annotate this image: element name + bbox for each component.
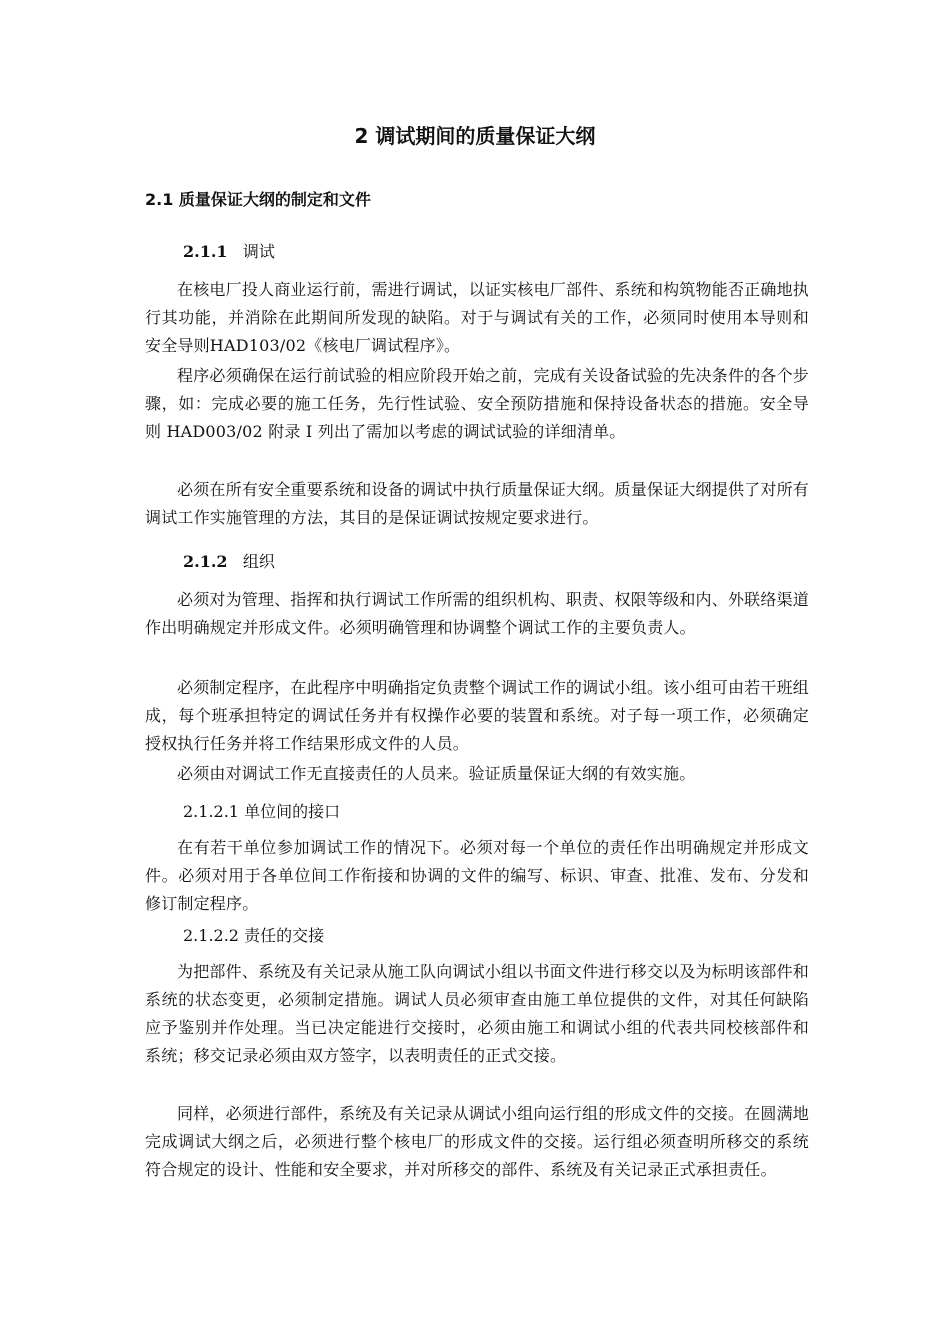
paragraph: 为把部件、系统及有关记录从施工队向调试小组以书面文件进行移交以及为标明该部件和系统的状态变更，必须制定措施。调试人员必须审查由施工单位提供的文件，对其任何缺陷应予鉴别并作处理。当已决定能进行交接时，必须由施工和调试小组的代表共同校核部件和系统；移交记录必须由双方签字，以表明责任的正式交接。	[145, 962, 809, 1065]
paragraph: 程序必须确保在运行前试验的相应阶段开始之前，完成有关设备试验的先决条件的各个步骤，如：完成必要的施工任务，先行性试验、安全预防措施和保持设备状态的措施。安全导则 HAD003/02 附录 I 列出了需加以考虑的调试试验的详细清单。	[145, 366, 809, 441]
paragraph: 在核电厂投人商业运行前，需进行调试，以证实核电厂部件、系统和构筑物能否正确地执行其功能，并消除在此期间所发现的缺陷。对于与调试有关的工作，必须同时使用本导则和安全导则HAD103/02《核电厂调试程序》。	[145, 280, 809, 355]
subsection-title: 调试	[242, 242, 275, 261]
subsection-heading-2-1-1	[183, 240, 275, 264]
subsubsection-heading-2-1-2-2: 2.1.2.2 责任的交接	[183, 926, 325, 945]
chapter-title: 2 调试期间的质量保证大纲	[354, 124, 596, 148]
subsubsection-heading-2-1-2-1: 2.1.2.1 单位间的接口	[183, 802, 341, 821]
paragraph: 必须制定程序，在此程序中明确指定负责整个调试工作的调试小组。该小组可由若干班组成，每个班承担特定的调试任务并有权操作必要的装置和系统。对子每一项工作，必须确定授权执行任务并将工作结果形成文件的人员。	[145, 678, 809, 753]
subsection-number: 2.1.1	[183, 242, 228, 261]
subsection-number: 2.1.2	[183, 552, 228, 571]
paragraph: 必须对为管理、指挥和执行调试工作所需的组织机构、职责、权限等级和内、外联络渠道作出明确规定并形成文件。必须明确管理和协调整个调试工作的主要负责人。	[145, 590, 809, 637]
subsection-heading-2-1-2	[183, 550, 275, 574]
paragraph: 在有若干单位参加调试工作的情况下。必须对每一个单位的责任作出明确规定并形成文件。必须对用于各单位间工作衔接和协调的文件的编写、标识、审查、批准、发布、分发和修订制定程序。	[145, 838, 809, 913]
paragraph: 必须由对调试工作无直接责任的人员来。验证质量保证大纲的有效实施。	[177, 764, 696, 783]
section-heading-2-1: 2.1 质量保证大纲的制定和文件	[145, 190, 371, 209]
paragraph: 同样，必须进行部件，系统及有关记录从调试小组向运行组的形成文件的交接。在圆满地完成调试大纲之后，必须进行整个核电厂的形成文件的交接。运行组必须查明所移交的系统符合规定的设计、性能和安全要求，并对所移交的部件、系统及有关记录正式承担责任。	[145, 1104, 809, 1179]
paragraph: 必须在所有安全重要系统和设备的调试中执行质量保证大纲。质量保证大纲提供了对所有调试工作实施管理的方法，其目的是保证调试按规定要求进行。	[145, 480, 809, 527]
subsection-title: 组织	[242, 552, 275, 571]
